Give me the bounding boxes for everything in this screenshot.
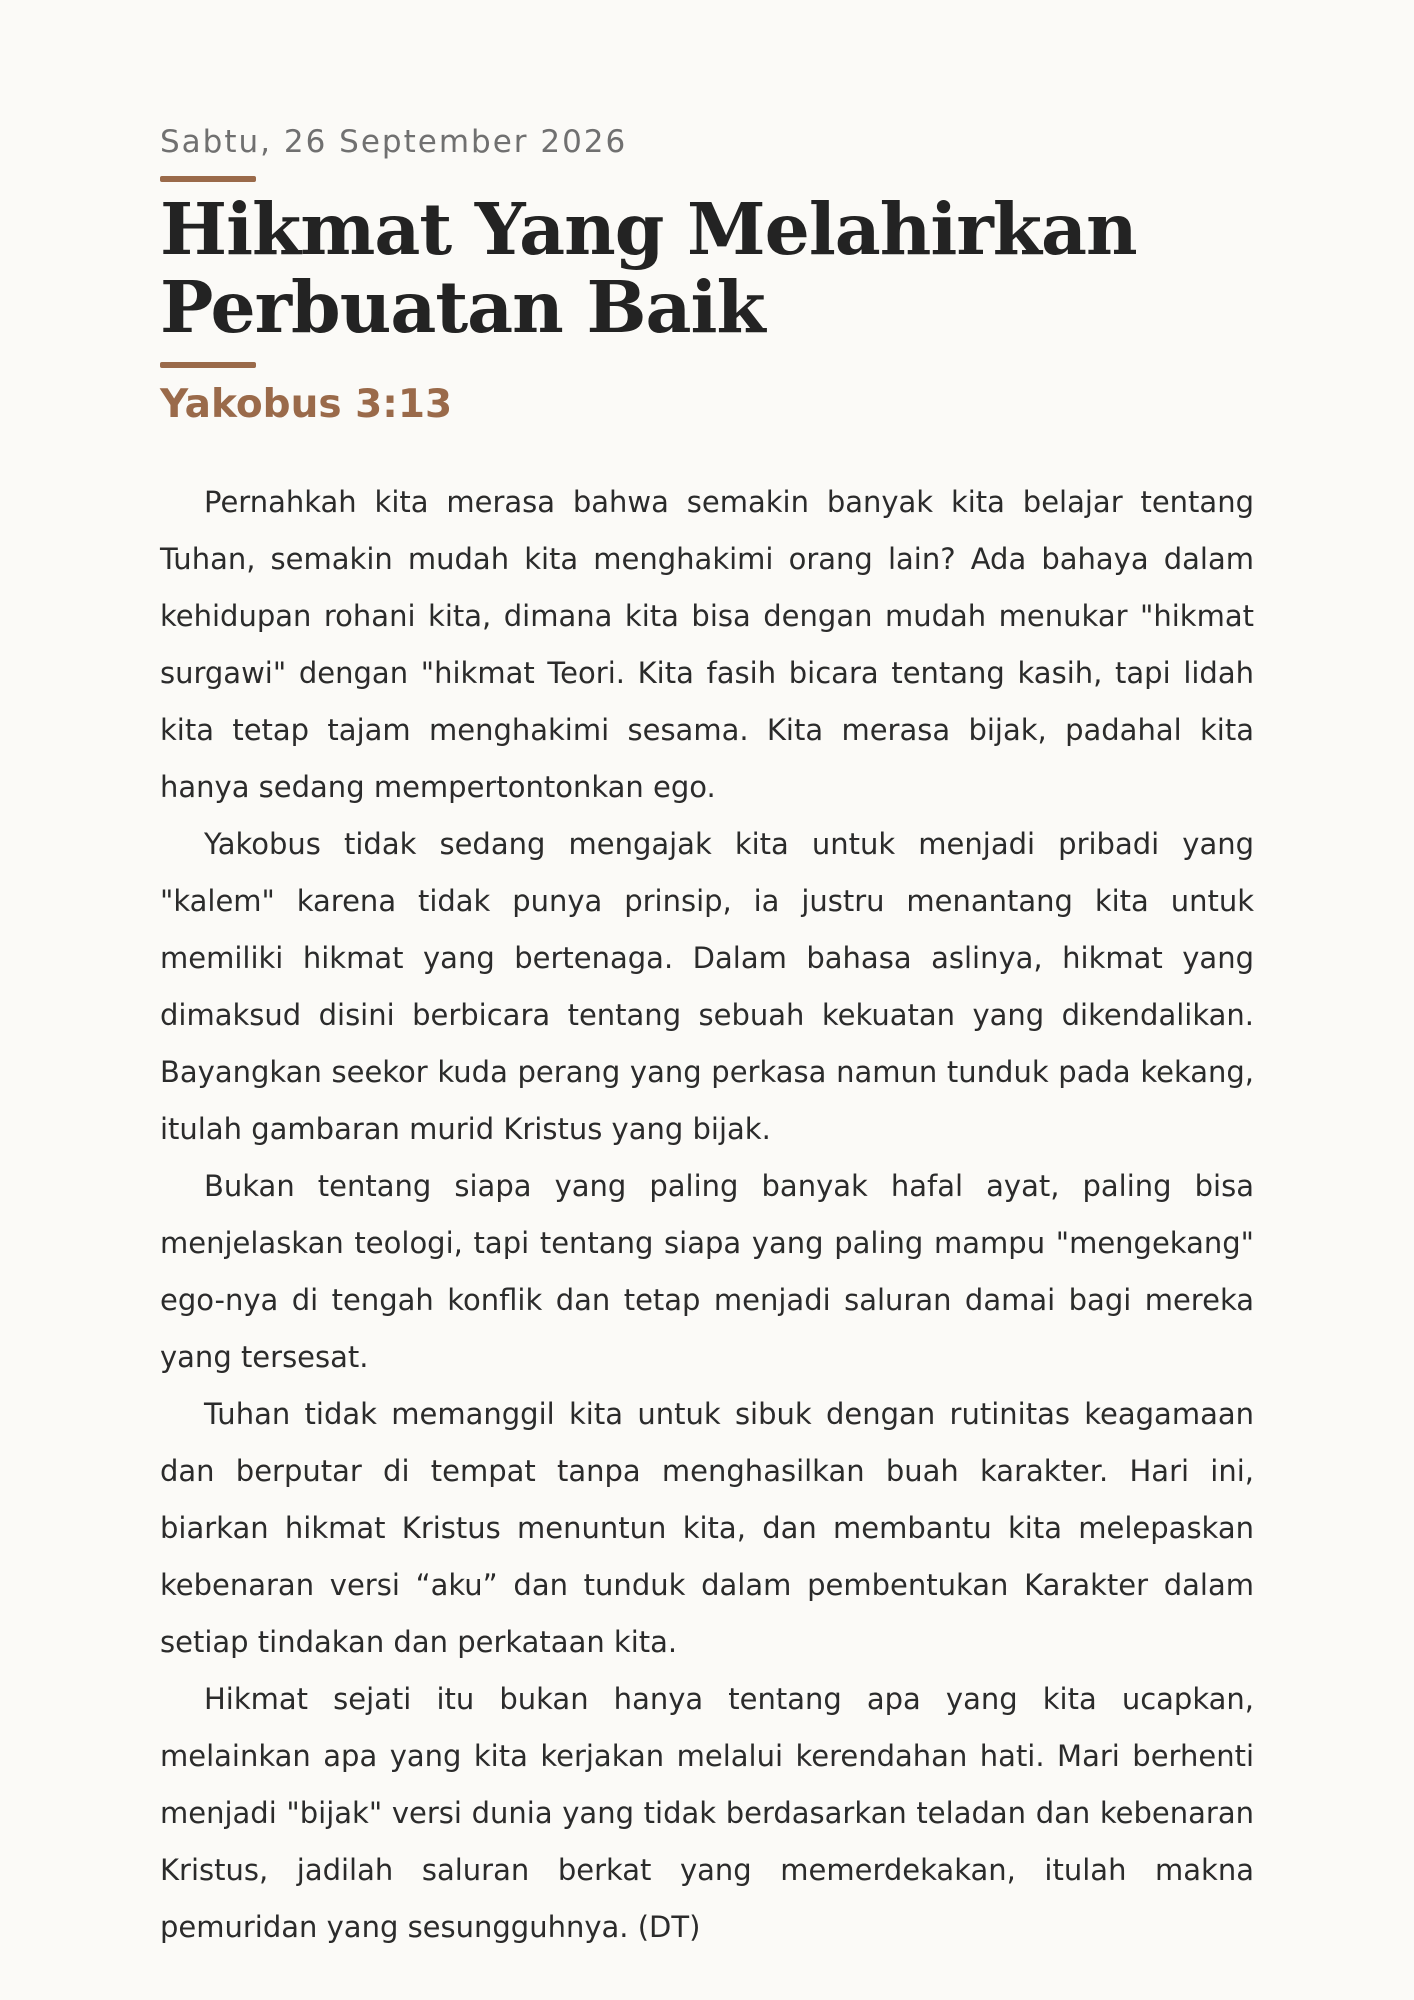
date-label: Sabtu, 26 September 2026 [160, 124, 628, 160]
accent-divider-bottom [160, 362, 256, 368]
accent-divider-top [160, 176, 256, 182]
paragraph-4: Tuhan tidak memanggil kita untuk sibuk dengan rutinitas keagamaan dan berputar di tempat tanpa menghasilkan buah karakter. Hari ini, biarkan hikmat Kristus menuntun kita, dan membantu kita melepaskan kebenaran versi “aku” dan tunduk dalam pembentukan Karakter dalam setiap tindakan dan perkataan kita. [160, 1397, 1254, 1659]
page-title: Hikmat Yang Melahirkan Perbuatan Baik [160, 187, 1137, 349]
paragraph-3: Bukan tentang siapa yang paling banyak hafal ayat, paling bisa menjelaskan teologi, tapi tentang siapa yang paling mampu "mengekang" ego-nya di tengah konflik dan tetap menjadi saluran damai bagi mereka yang tersesat. [160, 1169, 1254, 1374]
paragraph-5: Hikmat sejati itu bukan hanya tentang apa yang kita ucapkan, melainkan apa yang kita kerjakan melalui kerendahan hati. Mari berhenti menjadi "bijak" versi dunia yang tidak berdasarkan teladan dan kebenaran Kristus, jadilah saluran berkat yang memerdekakan, itulah makna pemuridan yang sesungguhnya. (DT) [160, 1682, 1254, 1944]
paragraph-1: Pernahkah kita merasa bahwa semakin banyak kita belajar tentang Tuhan, semakin mudah kita menghakimi orang lain? Ada bahaya dalam kehidupan rohani kita, dimana kita bisa dengan mudah menukar "hikmat surgawi" dengan "hikmat Teori. Kita fasih bicara tentang kasih, tapi lidah kita tetap tajam menghakimi sesama. Kita merasa bijak, padahal kita hanya sedang mempertontonkan ego. [160, 485, 1254, 804]
scripture-reference: Yakobus 3:13 [160, 382, 453, 427]
devotional-body [160, 474, 1254, 1956]
devotional-page [160, 118, 1254, 1956]
paragraph-2: Yakobus tidak sedang mengajak kita untuk menjadi pribadi yang "kalem" karena tidak punya prinsip, ia justru menantang kita untuk memiliki hikmat yang bertenaga. Dalam bahasa aslinya, hikmat yang dimaksud disini berbicara tentang sebuah kekuatan yang dikendalikan. Bayangkan seekor kuda perang yang perkasa namun tunduk pada kekang, itulah gambaran murid Kristus yang bijak. [160, 827, 1254, 1146]
